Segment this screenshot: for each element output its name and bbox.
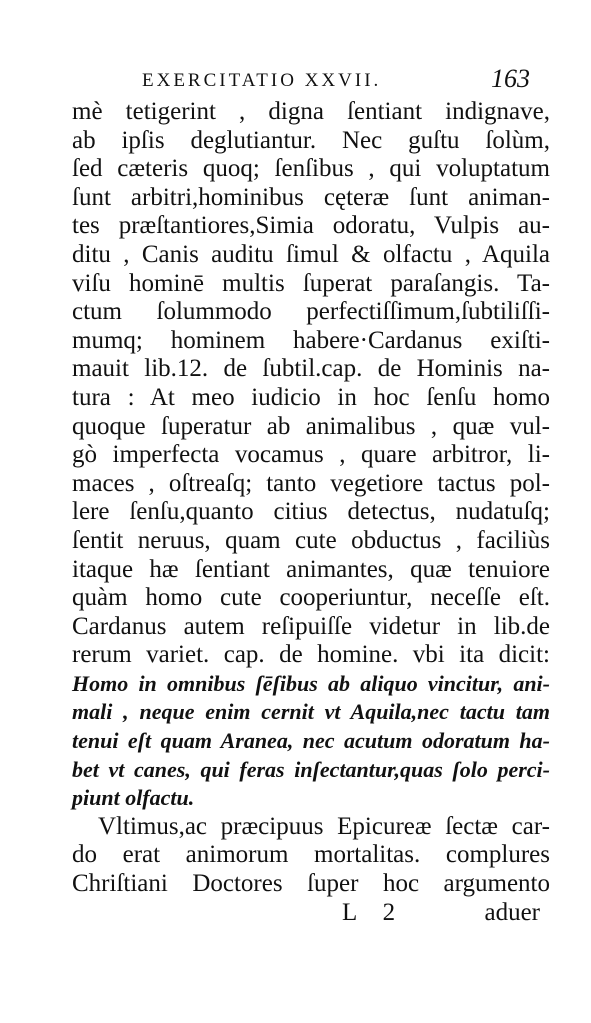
- text-line: tura : At meo iudicio in hoc ſenſu homo: [72, 383, 550, 411]
- text-line: quàm homo cute cooperiuntur, neceſſe eſt.: [72, 584, 550, 612]
- main-text: [72, 98, 550, 899]
- text-line: Cardanus autem reſipuiſſe videtur in lib.de: [72, 612, 550, 640]
- signature-mark: L 2: [342, 898, 406, 926]
- quote-line: Homo in omnibus ſēſibus ab aliquo vincitur, ani-: [72, 670, 550, 696]
- text-line: viſu hominē multis ſuperat paraſangis. Ta-: [72, 269, 550, 297]
- page-footer: [72, 899, 550, 929]
- quotation: [72, 670, 550, 813]
- text-line: ſed cæteris quoq; ſenſibus , qui voluptatum: [72, 155, 550, 183]
- text-line: mè tetigerint , digna ſentiant indignave,: [72, 98, 550, 125]
- text-line: itaque hæ ſentiant animantes, quæ tenuiore: [72, 555, 550, 583]
- text-line: rerum variet. cap. de homine. vbi ita dicit:: [72, 641, 550, 669]
- book-page: [72, 64, 550, 929]
- quote-line: piunt olfactu.: [72, 785, 195, 811]
- paragraph-2: [72, 813, 550, 899]
- text-line: ab ipſis deglutiantur. Nec guſtu ſolùm,: [72, 126, 550, 154]
- text-line: ſunt arbitri,hominibus cęteræ ſunt animan-: [72, 183, 550, 211]
- quote-line: tenui eſt quam Aranea, nec acutum odoratum ha-: [72, 728, 550, 754]
- text-line: ſentit neruus, quam cute obductus , faciliùs: [72, 526, 550, 554]
- text-line: ctum ſolummodo perfectiſſimum,ſubtiliſſi-: [72, 298, 550, 326]
- paragraph-1: [72, 98, 550, 670]
- text-line: Chriſtiani Doctores ſuper hoc argumento: [72, 870, 550, 898]
- text-line: gò imperfecta vocamus , quare arbitror, li-: [72, 441, 550, 469]
- page-header: [72, 64, 550, 98]
- text-line: lere ſenſu,quanto citius detectus, nudatuſq;: [72, 498, 550, 526]
- text-line: Vltimus,ac præcipuus Epicureæ ſectæ car-: [98, 812, 550, 840]
- running-head: EXERCITATIO XXVII.: [142, 70, 382, 91]
- quote-line: mali , neque enim cernit vt Aquila,nec tactu tam: [72, 699, 550, 725]
- catchword: aduer: [484, 898, 540, 926]
- text-line: ditu , Canis auditu ſimul & olfactu , Aquila: [72, 240, 550, 268]
- text-line: quoque ſuperatur ab animalibus , quæ vul-: [72, 412, 550, 440]
- text-line: mumq; hominem habere·Cardanus exiſti-: [72, 326, 550, 354]
- page-number: 163: [491, 64, 530, 93]
- quote-line: bet vt canes, qui feras inſectantur,quas ſolo perci-: [72, 756, 550, 782]
- text-line: do erat animorum mortalitas. complures: [72, 841, 550, 869]
- text-line: maces , oſtreaſq; tanto vegetiore tactus pol-: [72, 469, 550, 497]
- text-line: tes præſtantiores,Simia odoratu, Vulpis au-: [72, 212, 550, 240]
- text-line: mauit lib.12. de ſubtil.cap. de Hominis na-: [72, 355, 550, 383]
